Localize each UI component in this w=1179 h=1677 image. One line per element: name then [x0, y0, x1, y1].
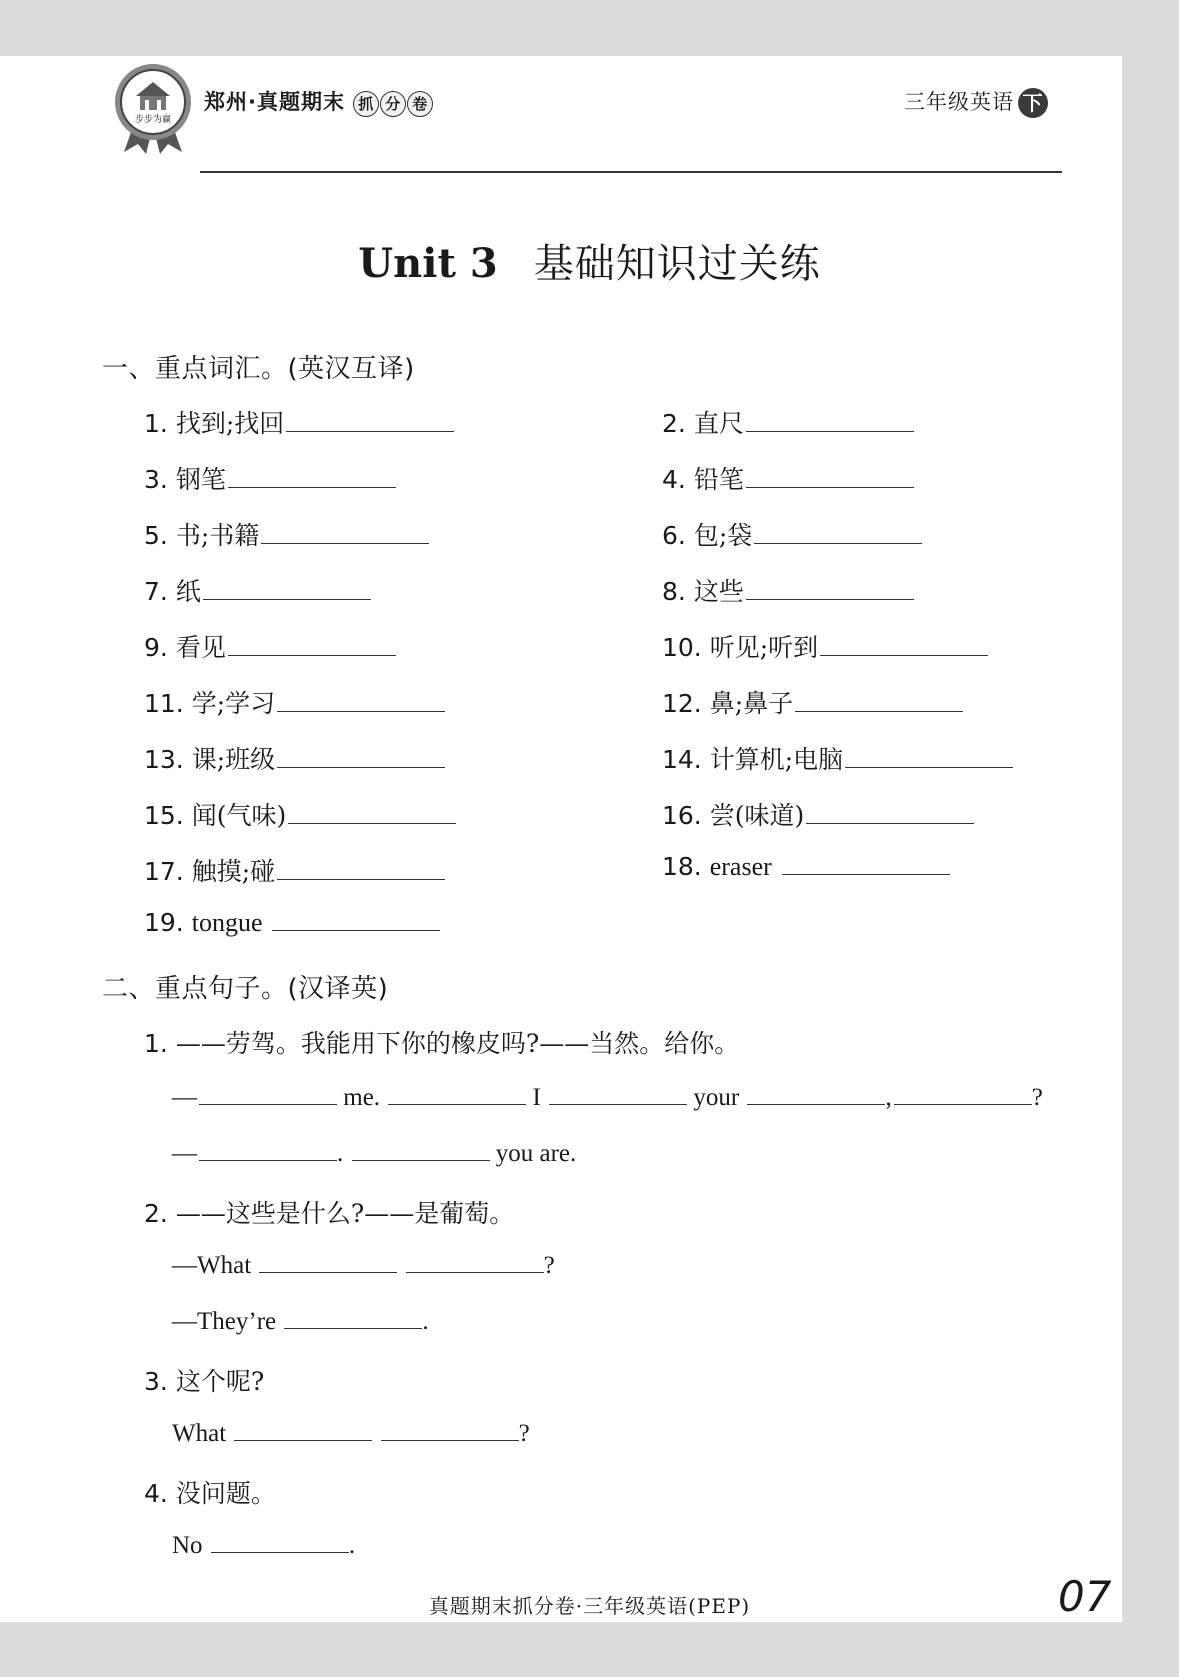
vocab-item: 17. 触摸;碰 — [144, 852, 445, 888]
vocab-item: 1. 找到;找回 — [144, 404, 454, 440]
answer-line: —What ? — [172, 1252, 555, 1279]
vocab-item: 6. 包;袋 — [662, 516, 922, 552]
header-series-title — [204, 86, 434, 117]
header-prefix: 郑州·真题期末 — [204, 90, 345, 114]
vocab-item: 7. 纸 — [144, 572, 371, 608]
vocab-item: 15. 闻(气味) — [144, 796, 456, 832]
answer-blank[interactable] — [746, 409, 914, 432]
vocab-item: 9. 看见 — [144, 628, 396, 664]
page-number: 07 — [1058, 1572, 1112, 1621]
answer-blank[interactable] — [782, 852, 950, 875]
answer-line: — . you are. — [172, 1140, 577, 1167]
answer-blank[interactable] — [284, 1306, 422, 1329]
answer-blank[interactable] — [199, 1082, 337, 1105]
answer-blank[interactable] — [806, 801, 974, 824]
header-circled-char: 抓 — [353, 91, 379, 117]
vocab-item: 8. 这些 — [662, 572, 914, 608]
vocab-item: 2. 直尺 — [662, 404, 914, 440]
header-divider — [200, 171, 1062, 173]
answer-blank[interactable] — [261, 521, 429, 544]
vocab-item: 13. 课;班级 — [144, 740, 445, 776]
answer-blank[interactable] — [845, 745, 1013, 768]
answer-blank[interactable] — [277, 857, 445, 880]
sentence-prompt: 3. 这个呢? — [144, 1367, 265, 1396]
vocab-item: 4. 铅笔 — [662, 460, 914, 496]
answer-blank[interactable] — [277, 689, 445, 712]
answer-blank[interactable] — [747, 1082, 885, 1105]
answer-blank[interactable] — [199, 1138, 337, 1161]
header-grade-subject — [904, 86, 1048, 118]
answer-line: —They’re . — [172, 1308, 429, 1335]
answer-blank[interactable] — [754, 521, 922, 544]
vocab-item: 18. eraser — [662, 852, 950, 882]
answer-blank[interactable] — [549, 1082, 687, 1105]
answer-blank[interactable] — [746, 465, 914, 488]
answer-line: No . — [172, 1532, 356, 1559]
answer-blank[interactable] — [228, 465, 396, 488]
vocab-item: 11. 学;学习 — [144, 684, 445, 720]
answer-blank[interactable] — [746, 577, 914, 600]
title-cn: 基础知识过关练 — [533, 241, 821, 287]
vocab-item: 12. 鼻;鼻子 — [662, 684, 963, 720]
answer-blank[interactable] — [288, 801, 456, 824]
answer-blank[interactable] — [352, 1138, 490, 1161]
vocab-item: 3. 钢笔 — [144, 460, 396, 496]
vocab-item: 5. 书;书籍 — [144, 516, 429, 552]
vocab-item: 16. 尝(味道) — [662, 796, 974, 832]
answer-blank[interactable] — [211, 1530, 349, 1553]
answer-blank[interactable] — [203, 577, 371, 600]
badge-text: 步步为赢 — [134, 115, 172, 125]
answer-blank[interactable] — [272, 908, 440, 931]
answer-blank[interactable] — [795, 689, 963, 712]
answer-blank[interactable] — [381, 1418, 519, 1441]
vocab-item: 14. 计算机;电脑 — [662, 740, 1013, 776]
answer-blank[interactable] — [228, 633, 396, 656]
answer-blank[interactable] — [820, 633, 988, 656]
answer-blank[interactable] — [286, 409, 454, 432]
answer-blank[interactable] — [894, 1082, 1032, 1105]
volume-badge: 下 — [1018, 88, 1048, 118]
page-title — [0, 232, 1179, 289]
answer-blank[interactable] — [406, 1250, 544, 1273]
answer-blank[interactable] — [277, 745, 445, 768]
section-heading: 一、重点词汇。(英汉互译) — [102, 354, 415, 384]
header-grade-text: 三年级英语 — [904, 90, 1014, 114]
unit-label: Unit 3 — [358, 240, 498, 287]
header-circled-char: 分 — [380, 91, 406, 117]
vocab-item: 19. tongue — [144, 908, 440, 938]
answer-line: — me. I your , ? — [172, 1084, 1043, 1111]
header-circled-char: 卷 — [407, 91, 433, 117]
section-heading: 二、重点句子。(汉译英) — [102, 974, 389, 1004]
vocab-item: 10. 听见;听到 — [662, 628, 988, 664]
answer-blank[interactable] — [388, 1082, 526, 1105]
answer-blank[interactable] — [234, 1418, 372, 1441]
school-badge-logo — [112, 62, 194, 154]
sentence-prompt: 2. ——这些是什么?——是葡萄。 — [144, 1199, 515, 1228]
sentence-prompt: 4. 没问题。 — [144, 1479, 276, 1508]
sentence-prompt: 1. ——劳驾。我能用下你的橡皮吗?——当然。给你。 — [144, 1029, 740, 1058]
footer-text: 真题期末抓分卷·三年级英语(PEP) — [428, 1594, 751, 1618]
answer-blank[interactable] — [259, 1250, 397, 1273]
answer-line: What ? — [172, 1420, 530, 1447]
